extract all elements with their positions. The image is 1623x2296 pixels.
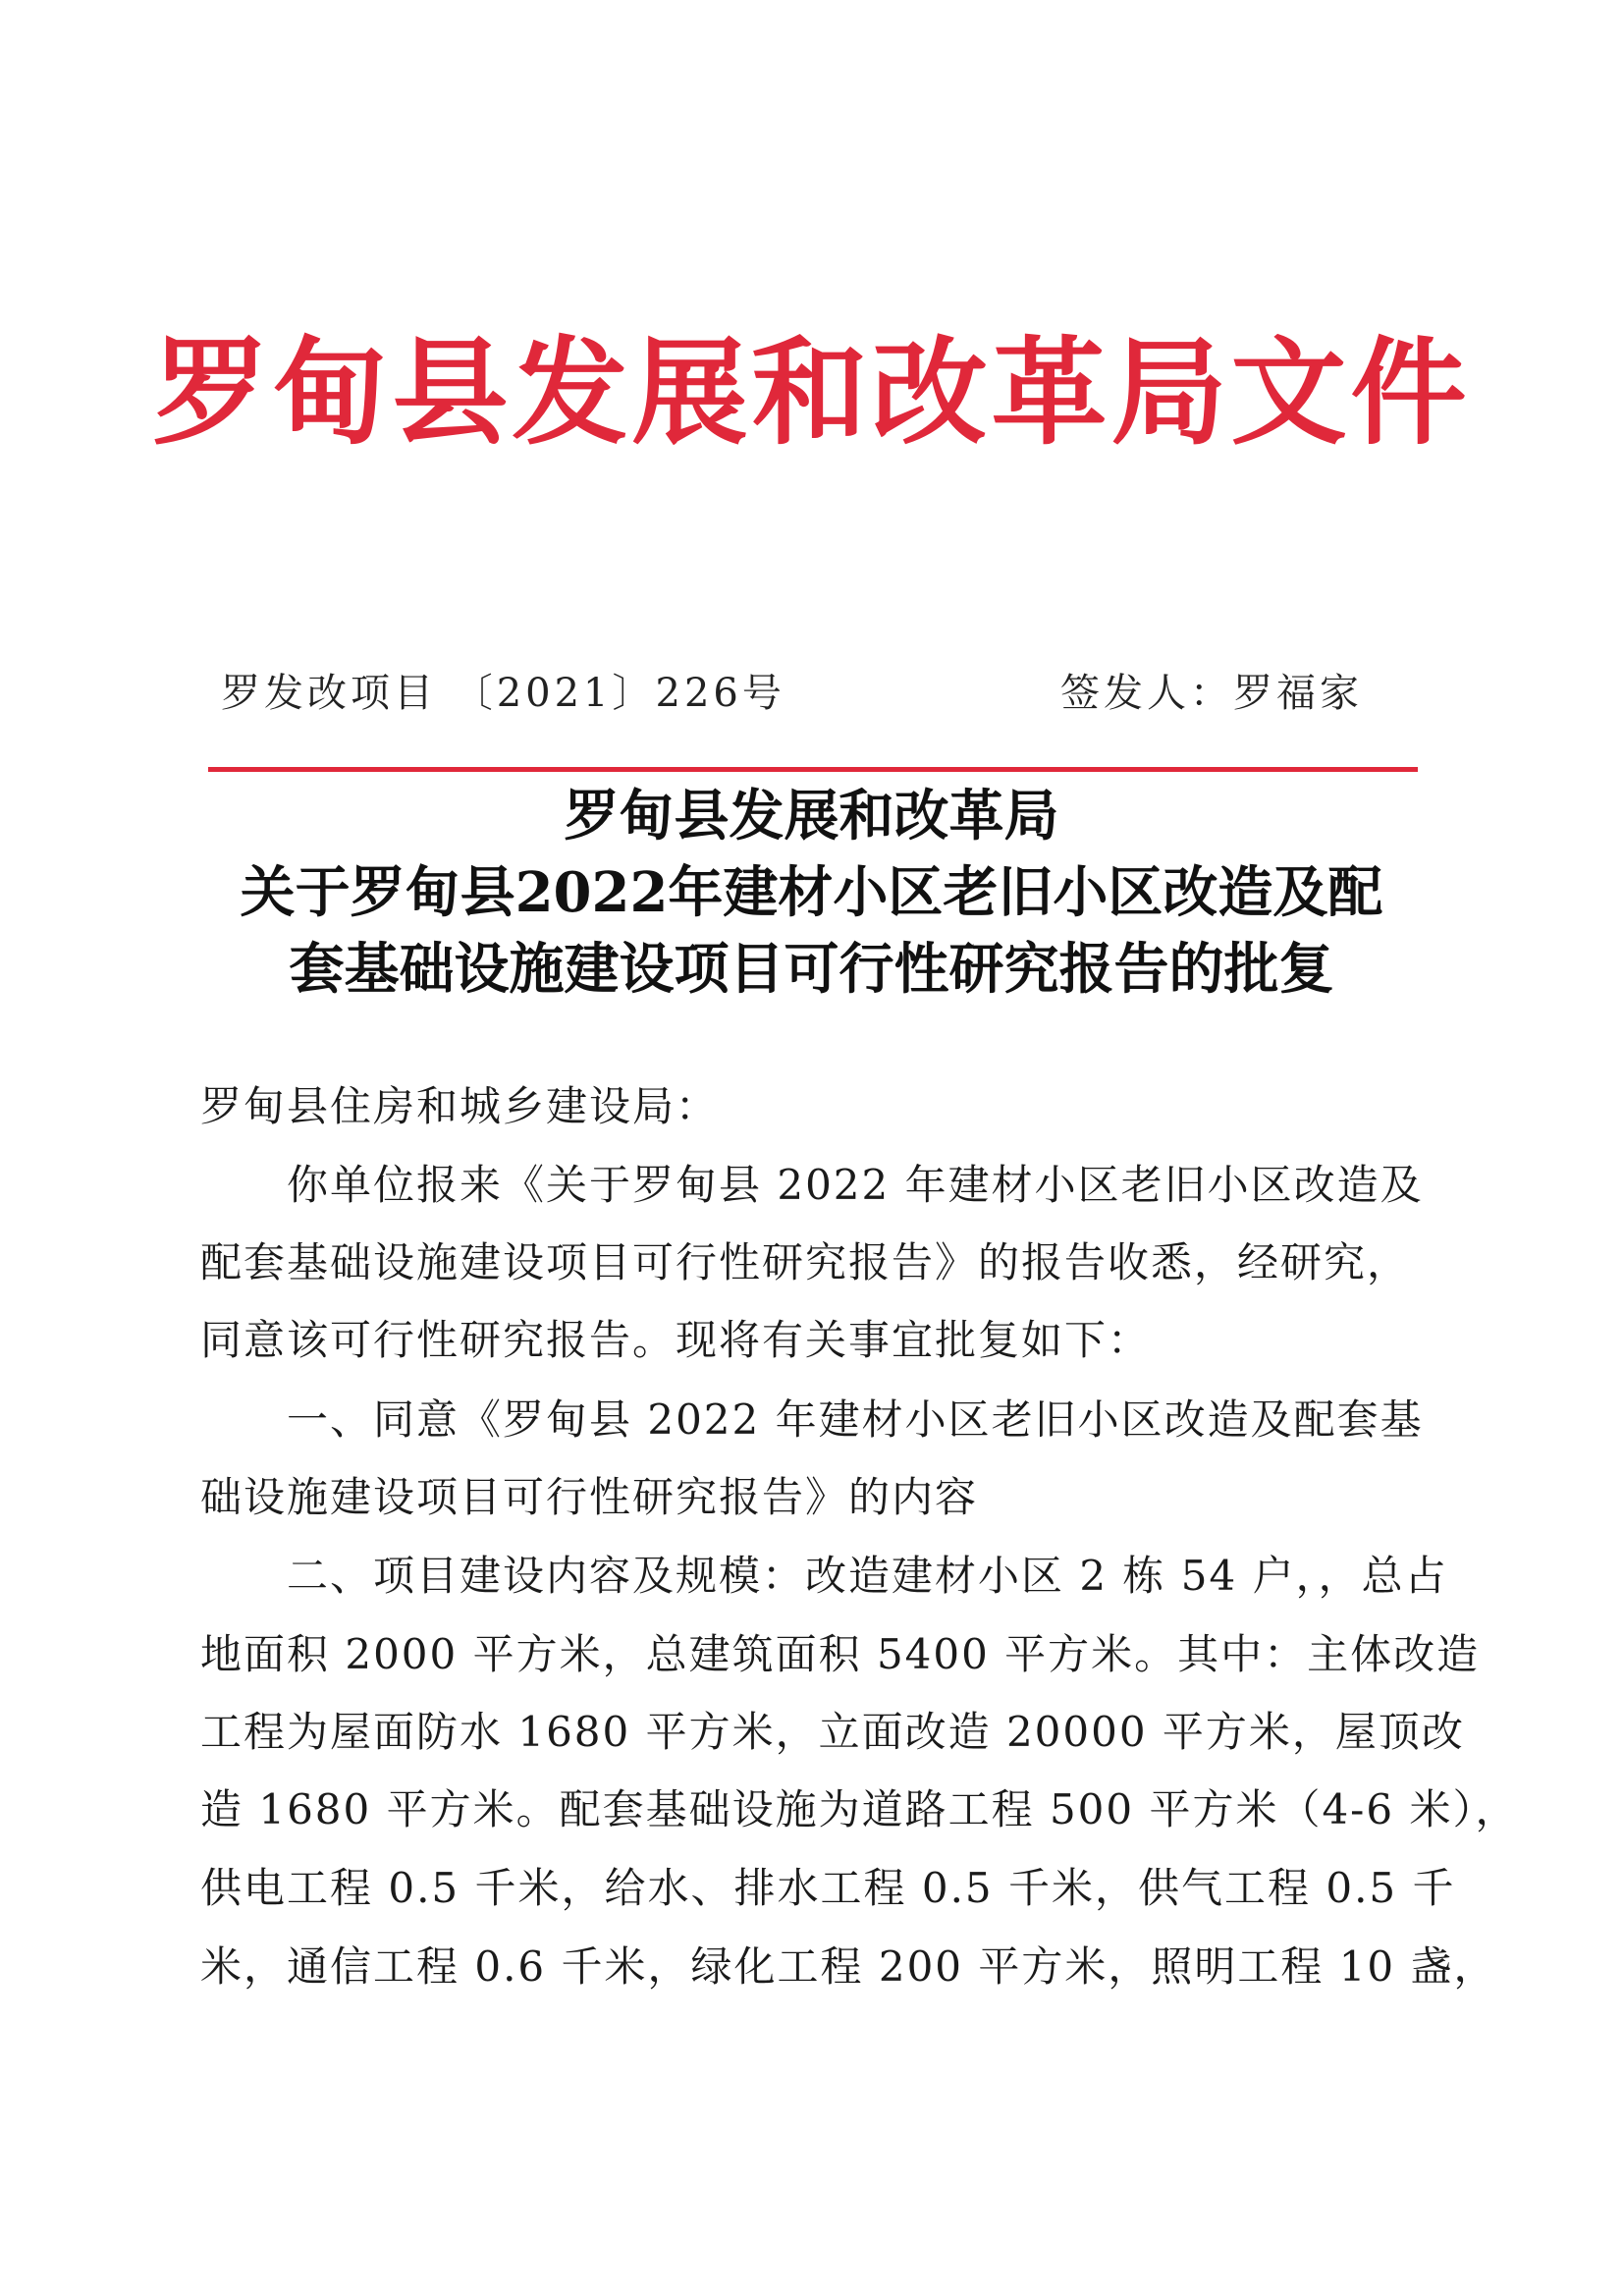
title-line: 罗甸县发展和改革局	[564, 784, 1059, 848]
body-line: 二、项目建设内容及规模：改造建材小区 2 栋 54 户，，总占	[200, 1552, 1448, 1600]
document-number: 罗发改项目 〔2021〕226号	[221, 671, 785, 716]
title-line: 套基础设施建设项目可行性研究报告的批复	[289, 937, 1334, 1002]
body-line: 造 1680 平方米。配套基础设施为道路工程 500 平方米（4-6 米），	[200, 1785, 1519, 1833]
body-line: 同意该可行性研究报告。现将有关事宜批复如下：	[200, 1316, 1152, 1364]
red-divider	[208, 767, 1418, 772]
body-line: 你单位报来《关于罗甸县 2022 年建材小区老旧小区改造及	[200, 1161, 1424, 1209]
body-line: 工程为屋面防水 1680 平方米，立面改造 20000 平方米，屋顶改	[200, 1708, 1465, 1756]
title-line: 关于罗甸县2022年建材小区老旧小区改造及配	[240, 860, 1383, 925]
body-line: 地面积 2000 平方米，总建筑面积 5400 平方米。其中：主体改造	[200, 1630, 1481, 1678]
body-line: 米，通信工程 0.6 千米，绿化工程 200 平方米，照明工程 10 盏，	[200, 1942, 1497, 1991]
body-line: 础设施建设项目可行性研究报告》的内容	[200, 1473, 979, 1521]
addressee: 罗甸县住房和城乡建设局：	[200, 1082, 720, 1130]
body-line: 配套基础设施建设项目可行性研究报告》的报告收悉，经研究，	[200, 1238, 1411, 1286]
masthead-title: 罗甸县发展和改革局文件	[152, 324, 1471, 461]
document-title	[167, 778, 1456, 1008]
body-line: 一、同意《罗甸县 2022 年建材小区老旧小区改造及配套基	[200, 1395, 1424, 1444]
body-line: 供电工程 0.5 千米，给水、排水工程 0.5 千米，供气工程 0.5 千	[200, 1864, 1456, 1912]
signer: 签发人：罗福家	[1060, 671, 1363, 716]
